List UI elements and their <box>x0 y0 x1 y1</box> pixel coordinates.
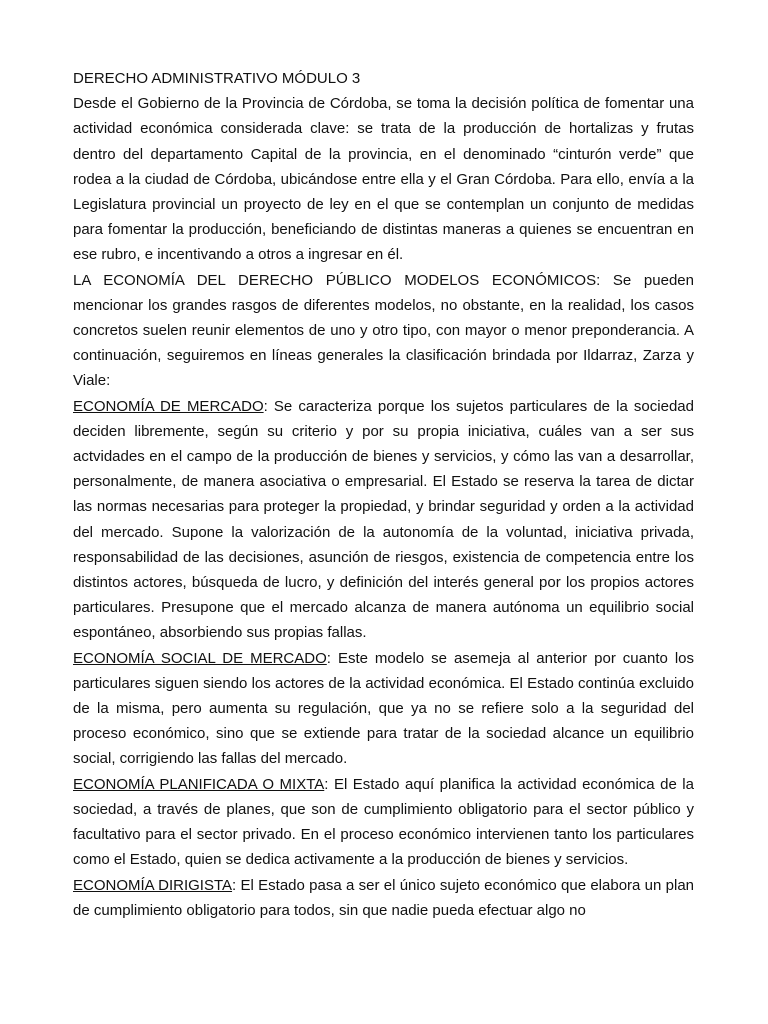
market-economy-paragraph <box>73 394 694 646</box>
heading-separator: : <box>324 775 334 793</box>
document-page <box>73 66 694 923</box>
economic-models-paragraph <box>73 268 694 394</box>
directed-economy-paragraph <box>73 873 694 923</box>
paragraph-text: Desde el Gobierno de la Provincia de Córdoba, se toma la decisión política de fomentar una actividad económica considerada clave: se trata de la producción de hortalizas y frutas dentro del departamento Capital de la provincia, en el denominado “cinturón verde” que rodea a la ciudad de Córdoba, ubicándose entre ella y el Gran Córdoba. Para ello, envía a la Legislatura provincial un proyecto de ley en el que se contemplan un conjunto de medidas para fomentar la producción, beneficiando de distintas maneras a quienes se encuentran en ese rubro, e incentivando a otros a ingresar en él. <box>73 95 694 264</box>
planned-economy-paragraph <box>73 772 694 873</box>
paragraph-text: LA ECONOMÍA DEL DERECHO PÚBLICO MODELOS ECONÓMICOS: Se pueden mencionar los grandes rasgos de diferentes modelos, no obstante, en la realidad, los casos concretos suelen reunir elementos de uno y otro tipo, con mayor o menor preponderancia. A continuación, seguiremos en líneas generales la clasificación brindada por Ildarraz, Zarza y Viale: <box>73 271 694 390</box>
intro-paragraph <box>73 91 694 267</box>
section-heading: ECONOMÍA SOCIAL DE MERCADO <box>73 649 327 667</box>
paragraph-text: El Estado pasa a ser el único sujeto económico que elabora un plan de cumplimiento obligatorio para todos, sin que nadie pueda efectuar algo no <box>73 876 695 919</box>
heading-separator: : <box>326 649 338 667</box>
heading-separator: : <box>232 876 241 894</box>
paragraph-text: El Estado aquí planifica la actividad económica de la sociedad, a través de planes, que son de cumplimiento obligatorio para el sector público y facultativo para el sector privado. En el proceso económico intervienen tanto los particulares como el Estado, quien se dedica activamente a la producción de bienes y servicios. <box>73 775 694 869</box>
paragraph-text: Se caracteriza porque los sujetos particulares de la sociedad deciden libremente, según su criterio y por su propia iniciativa, cuáles van a ser sus actvidades en el campo de la producción de bienes y servicios, y cómo las van a desarrollar, personalmente, de manera asociativa o empresarial. El Estado se reserva la tarea de dictar las normas necesarias para proteger la propiedad, y brindar seguridad y orden a la actividad del mercado. Supone la valorización de la autonomía de la voluntad, iniciativa privada, responsabilidad de las decisiones, asunción de riesgos, existencia de competencia entre los distintos actores, búsqueda de lucro, y definición del interés general por los propios actores particulares. Presupone que el mercado alcanza de manera autónoma un equilibrio social espontáneo, absorbiendo sus propias fallas. <box>73 397 694 642</box>
section-heading: ECONOMÍA PLANIFICADA O MIXTA <box>73 775 325 793</box>
heading-separator: : <box>263 397 274 415</box>
section-heading: ECONOMÍA DIRIGISTA <box>73 876 233 894</box>
section-heading: ECONOMÍA DE MERCADO <box>73 397 264 415</box>
paragraph-text: Este modelo se asemeja al anterior por cuanto los particulares siguen siendo los actores de la actividad económica. El Estado continúa excluido de la misma, pero aumenta su regulación, que ya no se refiere solo a la seguridad del proceso económico, sino que se extiende para tratar de la sociedad alcance un equilibrio social, corrigiendo las fallas del mercado. <box>73 649 694 768</box>
social-market-economy-paragraph <box>73 646 694 772</box>
document-title: DERECHO ADMINISTRATIVO MÓDULO 3 <box>73 70 361 87</box>
